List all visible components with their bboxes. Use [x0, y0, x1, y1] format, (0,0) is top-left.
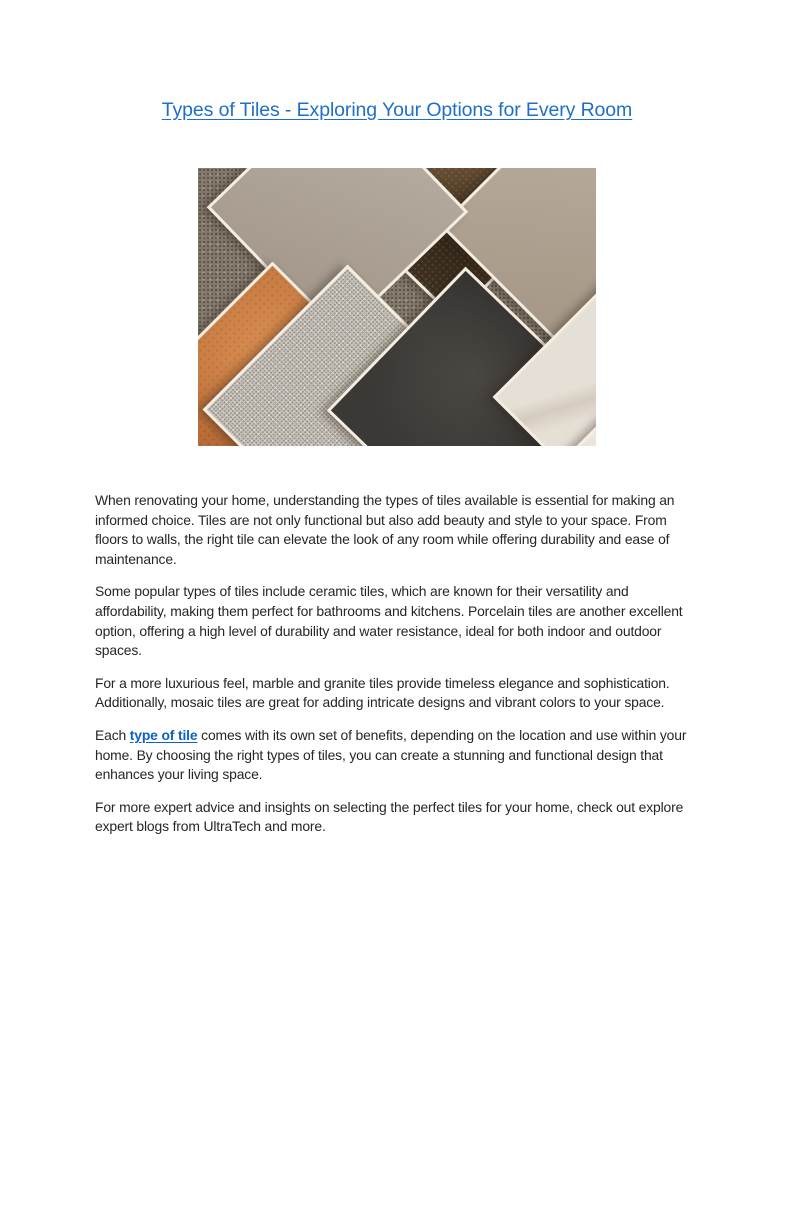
type-of-tile-link[interactable]: type of tile: [129, 726, 198, 743]
title-link[interactable]: Types of Tiles - Exploring Your Options for Every Room: [161, 99, 633, 121]
paragraph-benefits: [95, 726, 699, 785]
paragraph-outro: For more expert advice and insights on selecting the perfect tiles for your home, check out explore expert blogs from UltraTech and more.: [95, 798, 684, 835]
tile-collage-image: [198, 168, 596, 446]
article-body: [95, 491, 699, 837]
paragraph-benefits-before-link: Each: [95, 726, 130, 743]
paragraph-benefits-after-link: comes with its own set of benefits, depending on the location and use within your home. By choosing the right types of tiles, you can create a stunning and functional design that enhances your living space.: [95, 726, 687, 783]
paragraph-intro: When renovating your home, understanding the types of tiles available is essential for making an informed choice. Tiles are not only functional but also add beauty and style to your space. From floors to walls, the right tile can elevate the look of any room while offering durability and ease of maintenance.: [95, 492, 675, 567]
paragraph-ceramic-porcelain: Some popular types of tiles include ceramic tiles, which are known for their versatility and affordability, making them perfect for bathrooms and kitchens. Porcelain tiles are another excellent option, offering a high level of durability and water resistance, ideal for both indoor and outdoor spaces.: [95, 583, 683, 659]
paragraph-marble-granite: For a more luxurious feel, marble and granite tiles provide timeless elegance and sophistication. Additionally, mosaic tiles are great for adding intricate designs and vibrant colors to your space.: [95, 674, 670, 711]
page-title: [95, 97, 699, 123]
document-page: [0, 97, 794, 1220]
